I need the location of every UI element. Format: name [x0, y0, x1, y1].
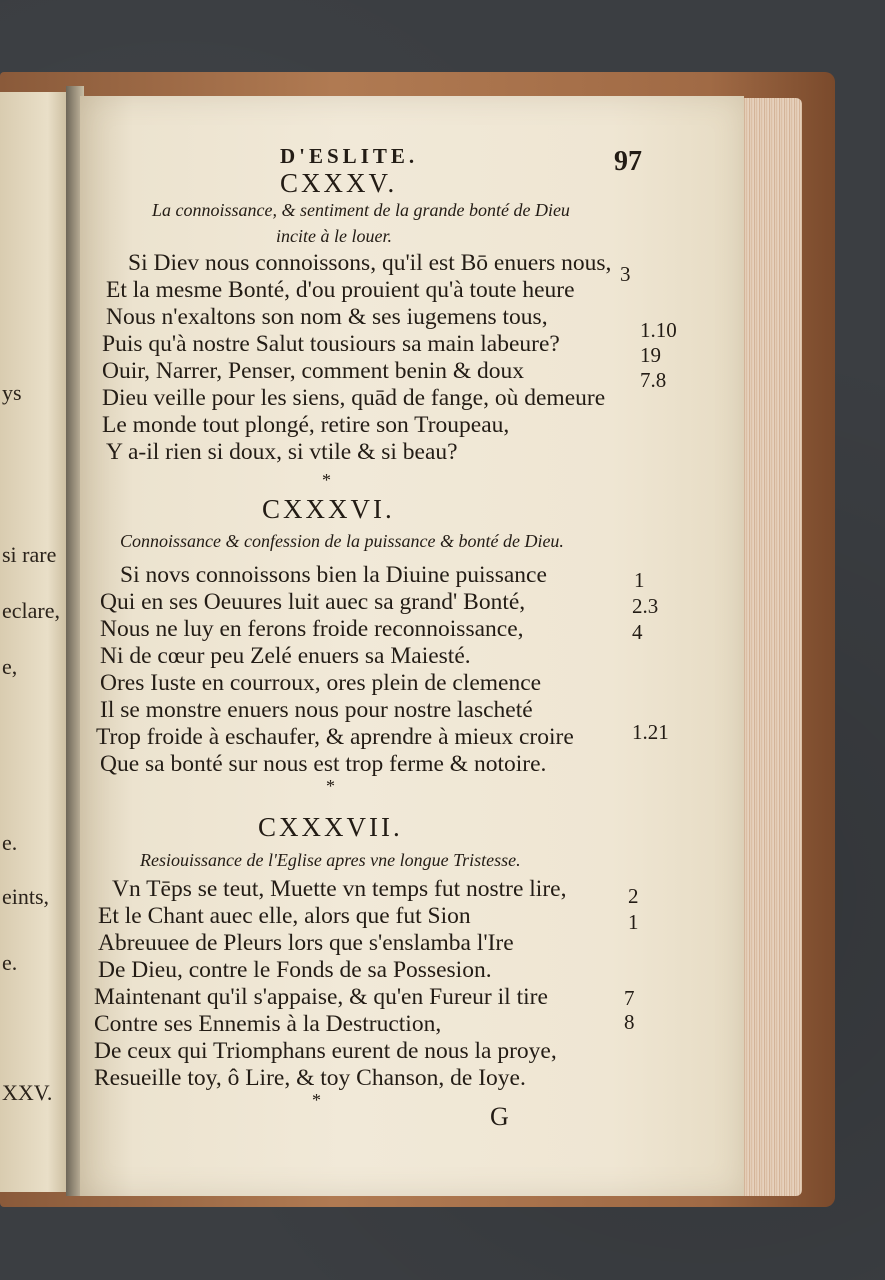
margin-reference: 1.21 — [632, 720, 669, 744]
left-page-fragment: e. — [2, 950, 18, 975]
verse-line: Dieu veille pour les siens, quād de fange, où demeure — [102, 385, 606, 411]
left-page-fragment: e. — [2, 830, 18, 855]
margin-reference: 3 — [620, 262, 631, 286]
left-page-fragment: XXV. — [2, 1080, 53, 1105]
verse-line: Que sa bonté sur nous est trop ferme & notoire. — [100, 751, 547, 777]
section-summary: Resiouissance de l'Eglise apres vne longue Tristesse. — [140, 850, 521, 870]
margin-reference: 2.3 — [632, 594, 659, 618]
left-page — [0, 92, 68, 1192]
right-page — [80, 96, 744, 1196]
verse-line: Si Diev nous connoissons, qu'il est Bō enuers nous, — [128, 250, 612, 276]
section-number: CXXXVI. — [262, 494, 395, 524]
verse-line: Resueille toy, ô Lire, & toy Chanson, de Ioye. — [94, 1065, 526, 1091]
ornament: * — [312, 1090, 321, 1110]
verse-line: Et le Chant auec elle, alors que fut Sion — [98, 903, 471, 929]
margin-reference: 1.10 — [640, 318, 677, 342]
verse-line: Si novs connoissons bien la Diuine puissance — [120, 562, 547, 588]
page-edges — [740, 98, 802, 1196]
signature-mark: G — [490, 1102, 509, 1131]
verse-line: Nous n'exaltons son nom & ses iugemens tous, — [106, 304, 548, 330]
margin-reference: 4 — [632, 620, 643, 644]
verse-line: Vn Tēps se teut, Muette vn temps fut nostre lire, — [112, 876, 567, 902]
verse-line: Puis qu'à nostre Salut tousiours sa main labeure? — [102, 331, 560, 357]
verse-line: De ceux qui Triomphans eurent de nous la proye, — [94, 1038, 557, 1064]
margin-reference: 19 — [640, 343, 661, 367]
left-page-fragment: ys — [2, 380, 22, 405]
section-number: CXXXVII. — [258, 812, 403, 842]
verse-line: De Dieu, contre le Fonds de sa Possesion. — [98, 957, 492, 983]
section-summary: Connoissance & confession de la puissance & bonté de Dieu. — [120, 531, 564, 551]
margin-reference: 2 — [628, 884, 639, 908]
left-page-fragment: eclare, — [2, 598, 60, 623]
margin-reference: 1 — [628, 910, 639, 934]
margin-reference: 7.8 — [640, 368, 667, 392]
margin-reference: 8 — [624, 1010, 635, 1034]
left-page-fragment: eints, — [2, 884, 50, 909]
ornament: * — [322, 470, 331, 490]
verse-line: Le monde tout plongé, retire son Troupeau, — [102, 412, 510, 438]
margin-reference: 7 — [624, 986, 635, 1010]
left-page-fragment: e, — [2, 654, 18, 679]
margin-reference: 1 — [634, 568, 645, 592]
verse-line: Nous ne luy en ferons froide reconnoissance, — [100, 616, 524, 642]
running-head: D'ESLITE. — [280, 144, 419, 168]
verse-line: Ni de cœur peu Zelé enuers sa Maiesté. — [100, 643, 471, 669]
section-summary: La connoissance, & sentiment de la grande bonté de Dieu — [152, 200, 570, 220]
verse-line: Contre ses Ennemis à la Destruction, — [94, 1011, 442, 1037]
verse-line: Ores Iuste en courroux, ores plein de clemence — [100, 670, 542, 696]
section-summary: incite à le louer. — [276, 226, 392, 246]
page-number: 97 — [614, 146, 642, 177]
verse-line: Il se monstre enuers nous pour nostre lascheté — [100, 697, 533, 723]
verse-line: Abreuuee de Pleurs lors que s'enslamba l'Ire — [98, 930, 514, 956]
verse-line: Maintenant qu'il s'appaise, & qu'en Fureur il tire — [94, 984, 548, 1010]
ornament: * — [326, 776, 335, 796]
section-number: CXXXV. — [280, 168, 398, 198]
verse-line: Y a-il rien si doux, si vtile & si beau? — [106, 439, 458, 465]
verse-line: Et la mesme Bonté, d'ou prouient qu'à toute heure — [106, 277, 575, 303]
verse-line: Trop froide à eschaufer, & aprendre à mieux croire — [96, 724, 574, 750]
left-page-fragment: si rare — [2, 542, 57, 567]
verse-line: Qui en ses Oeuures luit auec sa grand' Bonté, — [100, 589, 526, 615]
verse-line: Ouir, Narrer, Penser, comment benin & doux — [102, 358, 525, 384]
